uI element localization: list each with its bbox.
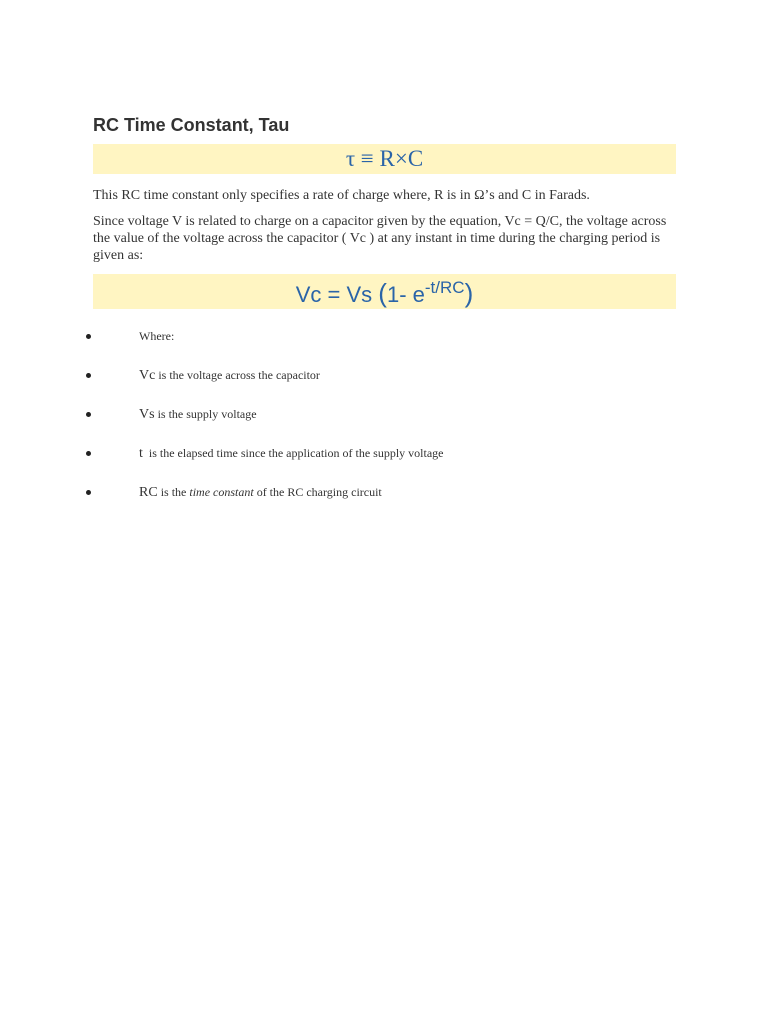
list-item-text <box>139 405 257 424</box>
variable-description: is the elapsed time since the application of the supply voltage <box>142 446 444 460</box>
variable-description-after: of the RC charging circuit <box>253 485 382 499</box>
paragraph-voltage-relation: Since voltage V is related to charge on a capacitor given by the equation, Vc = Q/C, the voltage across the value of the voltage across the capacitor ( Vc ) at any instant in time during the charging period is given as: <box>93 214 667 263</box>
formula-open-paren: ( <box>378 278 387 308</box>
formula-body: 1- e <box>386 282 425 307</box>
variable-definitions-list <box>0 327 768 522</box>
variable-symbol: RC <box>139 485 158 500</box>
variable-description: is the supply voltage <box>154 407 257 421</box>
charging-voltage-formula <box>93 274 676 309</box>
bullet-icon <box>86 451 91 456</box>
bullet-icon <box>86 412 91 417</box>
bullet-icon <box>86 490 91 495</box>
list-item <box>0 483 768 522</box>
variable-description-before: is the <box>157 485 190 499</box>
list-item-text <box>139 366 320 385</box>
page-title: RC Time Constant, Tau <box>93 115 290 135</box>
list-item <box>0 405 768 444</box>
formula-lhs: Vc = Vs <box>295 282 373 307</box>
variable-symbol: Vs <box>139 407 155 422</box>
bullet-icon <box>86 334 91 339</box>
bullet-icon <box>86 373 91 378</box>
time-constant-formula: τ ≡ R×C <box>93 144 676 174</box>
formula-exponent: -t/RC <box>424 278 465 297</box>
variable-symbol: Vc <box>139 368 156 383</box>
list-item-text <box>139 444 443 463</box>
list-item <box>0 444 768 483</box>
list-item-text: Where: <box>139 329 175 343</box>
formula-close-paren: ) <box>464 278 474 308</box>
list-item-text <box>139 483 382 502</box>
variable-symbol: t <box>139 446 143 461</box>
paragraph-rate-of-charge: This RC time constant only specifies a rate of charge where, R is in Ω’s and C in Farads. <box>93 188 590 203</box>
list-item <box>0 327 768 366</box>
list-item <box>0 366 768 405</box>
document-page <box>93 112 676 309</box>
variable-description: is the voltage across the capacitor <box>155 368 320 382</box>
time-constant-emphasis: time constant <box>189 485 254 499</box>
